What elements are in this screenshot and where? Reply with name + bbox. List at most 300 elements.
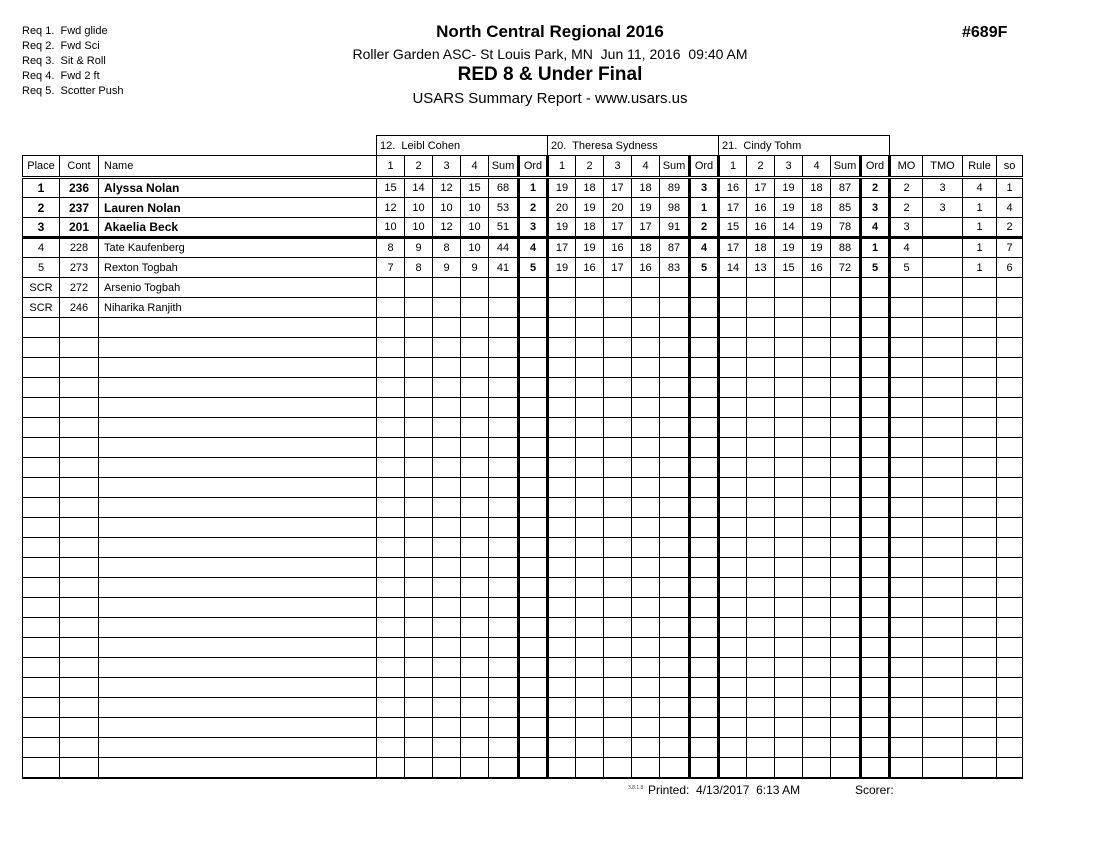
tmo-cell <box>923 338 963 358</box>
score-cell: 14 <box>775 218 803 238</box>
score-cell <box>604 518 632 538</box>
score-cell <box>719 298 747 318</box>
contestant-number-cell <box>60 398 99 418</box>
sum-cell <box>489 618 519 638</box>
score-cell <box>803 498 831 518</box>
so-cell <box>997 718 1023 738</box>
mo-cell <box>890 298 923 318</box>
score-cell: 18 <box>632 178 660 198</box>
score-cell <box>747 358 775 378</box>
sum-cell <box>489 278 519 298</box>
score-cell <box>803 618 831 638</box>
tmo-cell <box>923 418 963 438</box>
ordinal-cell <box>519 438 548 458</box>
score-cell <box>775 318 803 338</box>
sum-cell <box>660 378 690 398</box>
score-cell <box>775 518 803 538</box>
col-header-judge2-1: 1 <box>548 156 576 178</box>
score-cell <box>604 498 632 518</box>
score-cell <box>461 378 489 398</box>
place-cell <box>23 618 60 638</box>
tmo-cell <box>923 478 963 498</box>
contestant-number-cell <box>60 318 99 338</box>
ordinal-cell: 5 <box>519 258 548 278</box>
score-cell: 16 <box>747 198 775 218</box>
skater-name-cell: Akaelia Beck <box>99 218 377 238</box>
sum-cell: 89 <box>660 178 690 198</box>
judge-name-box: 21. Cindy Tohm <box>719 136 890 156</box>
score-cell: 9 <box>461 258 489 278</box>
sum-cell <box>660 578 690 598</box>
empty-row <box>23 738 1023 758</box>
score-cell: 9 <box>433 258 461 278</box>
contestant-number-cell <box>60 698 99 718</box>
empty-row <box>23 558 1023 578</box>
so-cell: 4 <box>997 198 1023 218</box>
score-cell <box>803 678 831 698</box>
sum-cell: 78 <box>831 218 861 238</box>
ordinal-cell <box>690 638 719 658</box>
contestant-number-cell <box>60 618 99 638</box>
score-cell <box>604 658 632 678</box>
ordinal-cell <box>690 338 719 358</box>
place-cell <box>23 458 60 478</box>
score-cell <box>632 378 660 398</box>
score-cell <box>775 558 803 578</box>
score-cell <box>632 498 660 518</box>
score-cell: 10 <box>405 198 433 218</box>
score-cell: 10 <box>405 218 433 238</box>
sum-cell <box>489 418 519 438</box>
tmo-cell <box>923 758 963 778</box>
contestant-number-cell <box>60 338 99 358</box>
mo-cell <box>890 538 923 558</box>
score-cell <box>377 538 405 558</box>
score-cell <box>604 538 632 558</box>
score-cell <box>461 298 489 318</box>
skater-name-cell <box>99 638 377 658</box>
rule-cell <box>963 578 997 598</box>
ordinal-cell <box>861 458 890 478</box>
score-cell <box>433 358 461 378</box>
requirement-line: Req 5. Scotter Push <box>22 85 124 97</box>
score-cell <box>548 278 576 298</box>
empty-row <box>23 438 1023 458</box>
score-cell <box>461 478 489 498</box>
score-cell <box>803 598 831 618</box>
skater-name-cell <box>99 578 377 598</box>
ordinal-cell: 3 <box>690 178 719 198</box>
skater-name-cell <box>99 478 377 498</box>
ordinal-cell <box>519 318 548 338</box>
empty-row <box>23 698 1023 718</box>
score-cell <box>377 618 405 638</box>
score-cell <box>377 358 405 378</box>
rule-cell <box>963 538 997 558</box>
score-cell <box>461 698 489 718</box>
so-cell <box>997 398 1023 418</box>
contestant-number-cell: 201 <box>60 218 99 238</box>
column-header-row <box>23 156 1023 178</box>
place-cell: 5 <box>23 258 60 278</box>
sum-cell: 53 <box>489 198 519 218</box>
so-cell: 6 <box>997 258 1023 278</box>
score-cell <box>433 418 461 438</box>
score-cell <box>719 278 747 298</box>
so-cell <box>997 458 1023 478</box>
score-cell <box>632 598 660 618</box>
sum-cell <box>489 698 519 718</box>
score-cell <box>775 478 803 498</box>
sum-cell <box>489 758 519 778</box>
score-cell <box>461 498 489 518</box>
ordinal-cell <box>861 498 890 518</box>
score-cell <box>719 358 747 378</box>
tmo-cell <box>923 498 963 518</box>
ordinal-cell <box>690 738 719 758</box>
rule-cell <box>963 338 997 358</box>
score-cell <box>433 718 461 738</box>
score-cell <box>433 478 461 498</box>
skater-name-cell: Niharika Ranjith <box>99 298 377 318</box>
skater-name-cell <box>99 438 377 458</box>
score-cell <box>405 718 433 738</box>
score-cell: 12 <box>433 218 461 238</box>
so-cell <box>997 538 1023 558</box>
col-header-judge3-1: 1 <box>719 156 747 178</box>
score-cell: 10 <box>461 218 489 238</box>
contestant-number-cell <box>60 758 99 778</box>
empty-row <box>23 578 1023 598</box>
col-header-tmo: TMO <box>923 156 963 178</box>
rule-cell <box>963 598 997 618</box>
score-cell <box>377 658 405 678</box>
so-cell <box>997 318 1023 338</box>
sum-cell <box>489 298 519 318</box>
mo-cell <box>890 478 923 498</box>
score-cell <box>461 718 489 738</box>
score-cell <box>576 278 604 298</box>
score-cell <box>433 558 461 578</box>
contestant-number-cell: 228 <box>60 238 99 258</box>
tmo-cell <box>923 598 963 618</box>
score-cell: 16 <box>803 258 831 278</box>
score-cell <box>719 758 747 778</box>
sum-cell <box>489 658 519 678</box>
so-cell <box>997 618 1023 638</box>
col-header-judge3-ord: Ord <box>861 156 890 178</box>
sum-cell <box>660 518 690 538</box>
score-cell <box>576 558 604 578</box>
score-cell: 17 <box>719 238 747 258</box>
score-cell <box>632 698 660 718</box>
score-cell <box>433 398 461 418</box>
score-cell <box>405 438 433 458</box>
ordinal-cell <box>519 298 548 318</box>
empty-row <box>23 598 1023 618</box>
col-header-judge1-1: 1 <box>377 156 405 178</box>
sum-cell <box>660 698 690 718</box>
judge-band-row <box>23 136 1023 156</box>
score-cell: 17 <box>632 218 660 238</box>
contestant-number-cell <box>60 678 99 698</box>
rule-cell <box>963 398 997 418</box>
ordinal-cell <box>861 538 890 558</box>
score-cell <box>719 538 747 558</box>
col-header-judge2-2: 2 <box>576 156 604 178</box>
ordinal-cell <box>861 598 890 618</box>
sum-cell <box>660 718 690 738</box>
tmo-cell <box>923 298 963 318</box>
skater-name-cell: Rexton Togbah <box>99 258 377 278</box>
score-cell <box>405 638 433 658</box>
contestant-number-cell <box>60 478 99 498</box>
score-cell <box>604 758 632 778</box>
ordinal-cell <box>690 438 719 458</box>
ordinal-cell <box>861 418 890 438</box>
ordinal-cell <box>690 378 719 398</box>
empty-row <box>23 318 1023 338</box>
tmo-cell <box>923 258 963 278</box>
sum-cell <box>660 658 690 678</box>
score-cell: 14 <box>719 258 747 278</box>
score-cell <box>377 318 405 338</box>
score-cell <box>747 598 775 618</box>
mo-cell <box>890 418 923 438</box>
place-cell <box>23 578 60 598</box>
so-cell <box>997 638 1023 658</box>
sum-cell <box>831 598 861 618</box>
score-cell <box>803 698 831 718</box>
score-cell <box>377 518 405 538</box>
skater-name-cell: Lauren Nolan <box>99 198 377 218</box>
contestant-number-cell <box>60 558 99 578</box>
ordinal-cell <box>519 278 548 298</box>
score-cell <box>377 758 405 778</box>
ordinal-cell <box>519 538 548 558</box>
ordinal-cell <box>519 378 548 398</box>
score-cell <box>576 638 604 658</box>
place-cell <box>23 438 60 458</box>
skater-name-cell <box>99 458 377 478</box>
so-cell <box>997 438 1023 458</box>
score-cell <box>405 478 433 498</box>
score-cell <box>719 618 747 638</box>
sum-cell <box>660 498 690 518</box>
empty-row <box>23 358 1023 378</box>
col-header-judge3-3: 3 <box>775 156 803 178</box>
empty-row <box>23 658 1023 678</box>
tmo-cell <box>923 218 963 238</box>
ordinal-cell: 2 <box>519 198 548 218</box>
score-cell <box>803 638 831 658</box>
place-cell <box>23 638 60 658</box>
ordinal-cell <box>861 638 890 658</box>
rule-cell <box>963 418 997 438</box>
score-cell <box>377 578 405 598</box>
score-cell <box>433 738 461 758</box>
score-cell <box>775 598 803 618</box>
event-title: RED 8 & Under Final <box>457 64 643 85</box>
score-cell: 12 <box>377 198 405 218</box>
sum-cell <box>660 398 690 418</box>
score-cell <box>405 738 433 758</box>
so-cell <box>997 478 1023 498</box>
score-cell <box>433 458 461 478</box>
sum-cell: 83 <box>660 258 690 278</box>
sum-cell <box>831 438 861 458</box>
score-cell <box>719 558 747 578</box>
empty-row <box>23 678 1023 698</box>
skater-row <box>23 258 1023 278</box>
mo-cell <box>890 278 923 298</box>
rule-cell: 4 <box>963 178 997 198</box>
score-cell <box>803 278 831 298</box>
score-cell: 19 <box>803 238 831 258</box>
score-cell <box>803 338 831 358</box>
mo-cell <box>890 678 923 698</box>
judge-name-box: 12. Leibl Cohen <box>377 136 548 156</box>
score-cell <box>377 478 405 498</box>
place-cell <box>23 758 60 778</box>
sum-cell <box>489 358 519 378</box>
mo-cell <box>890 658 923 678</box>
score-cell <box>377 558 405 578</box>
score-cell <box>775 458 803 478</box>
contestant-number-cell: 237 <box>60 198 99 218</box>
ordinal-cell <box>861 718 890 738</box>
ordinal-cell <box>861 438 890 458</box>
place-cell: SCR <box>23 298 60 318</box>
score-cell <box>405 298 433 318</box>
score-cell <box>632 578 660 598</box>
sum-cell: 85 <box>831 198 861 218</box>
score-cell <box>576 698 604 718</box>
score-cell <box>548 558 576 578</box>
ordinal-cell <box>861 478 890 498</box>
mo-cell <box>890 718 923 738</box>
so-cell: 2 <box>997 218 1023 238</box>
sum-cell <box>489 638 519 658</box>
mo-cell: 4 <box>890 238 923 258</box>
so-cell <box>997 338 1023 358</box>
score-cell <box>747 418 775 438</box>
score-cell <box>747 538 775 558</box>
score-cell <box>461 278 489 298</box>
score-cell <box>461 538 489 558</box>
score-cell <box>632 618 660 638</box>
score-cell <box>576 398 604 418</box>
ordinal-cell <box>861 398 890 418</box>
place-cell <box>23 658 60 678</box>
so-cell <box>997 298 1023 318</box>
score-cell <box>461 358 489 378</box>
ordinal-cell <box>519 558 548 578</box>
score-cell <box>775 758 803 778</box>
score-cell <box>405 338 433 358</box>
tmo-cell <box>923 458 963 478</box>
score-cell: 8 <box>405 258 433 278</box>
score-cell: 20 <box>548 198 576 218</box>
score-cell: 18 <box>576 178 604 198</box>
score-cell: 18 <box>803 178 831 198</box>
score-cell <box>632 318 660 338</box>
sum-cell <box>660 678 690 698</box>
ordinal-cell <box>519 498 548 518</box>
score-cell: 12 <box>433 178 461 198</box>
score-cell <box>576 538 604 558</box>
rule-cell <box>963 378 997 398</box>
score-cell <box>405 758 433 778</box>
skater-name-cell <box>99 358 377 378</box>
score-cell <box>632 658 660 678</box>
ordinal-cell <box>690 418 719 438</box>
mo-cell <box>890 618 923 638</box>
score-cell <box>405 538 433 558</box>
score-cell <box>576 598 604 618</box>
ordinal-cell <box>519 758 548 778</box>
score-cell <box>548 418 576 438</box>
score-cell <box>576 718 604 738</box>
sum-cell <box>831 638 861 658</box>
score-cell <box>576 758 604 778</box>
score-cell <box>747 498 775 518</box>
score-cell: 14 <box>405 178 433 198</box>
ordinal-cell <box>861 518 890 538</box>
contestant-number-cell <box>60 598 99 618</box>
skater-row <box>23 238 1023 258</box>
col-header-judge1-2: 2 <box>405 156 433 178</box>
score-cell: 18 <box>803 198 831 218</box>
score-cell <box>632 398 660 418</box>
score-cell <box>632 638 660 658</box>
sum-cell <box>660 458 690 478</box>
score-cell <box>461 398 489 418</box>
sum-cell <box>831 658 861 678</box>
tmo-cell <box>923 538 963 558</box>
sum-cell: 51 <box>489 218 519 238</box>
mo-cell <box>890 638 923 658</box>
score-cell <box>604 578 632 598</box>
score-cell <box>719 458 747 478</box>
skater-name-cell: Alyssa Nolan <box>99 178 377 198</box>
score-cell <box>719 598 747 618</box>
place-cell <box>23 358 60 378</box>
score-cell <box>632 738 660 758</box>
score-cell <box>604 398 632 418</box>
score-cell <box>632 438 660 458</box>
ordinal-cell <box>690 578 719 598</box>
score-cell: 17 <box>747 178 775 198</box>
score-cell <box>405 318 433 338</box>
ordinal-cell: 3 <box>519 218 548 238</box>
col-header-judge2-sum: Sum <box>660 156 690 178</box>
rule-cell <box>963 718 997 738</box>
rule-cell <box>963 518 997 538</box>
place-cell <box>23 538 60 558</box>
score-cell <box>803 538 831 558</box>
so-cell <box>997 658 1023 678</box>
score-cell <box>747 618 775 638</box>
ordinal-cell <box>690 358 719 378</box>
score-cell <box>747 438 775 458</box>
score-cell <box>433 378 461 398</box>
tmo-cell <box>923 438 963 458</box>
score-cell <box>747 378 775 398</box>
score-cell: 19 <box>632 198 660 218</box>
score-cell <box>604 318 632 338</box>
ordinal-cell <box>519 718 548 738</box>
